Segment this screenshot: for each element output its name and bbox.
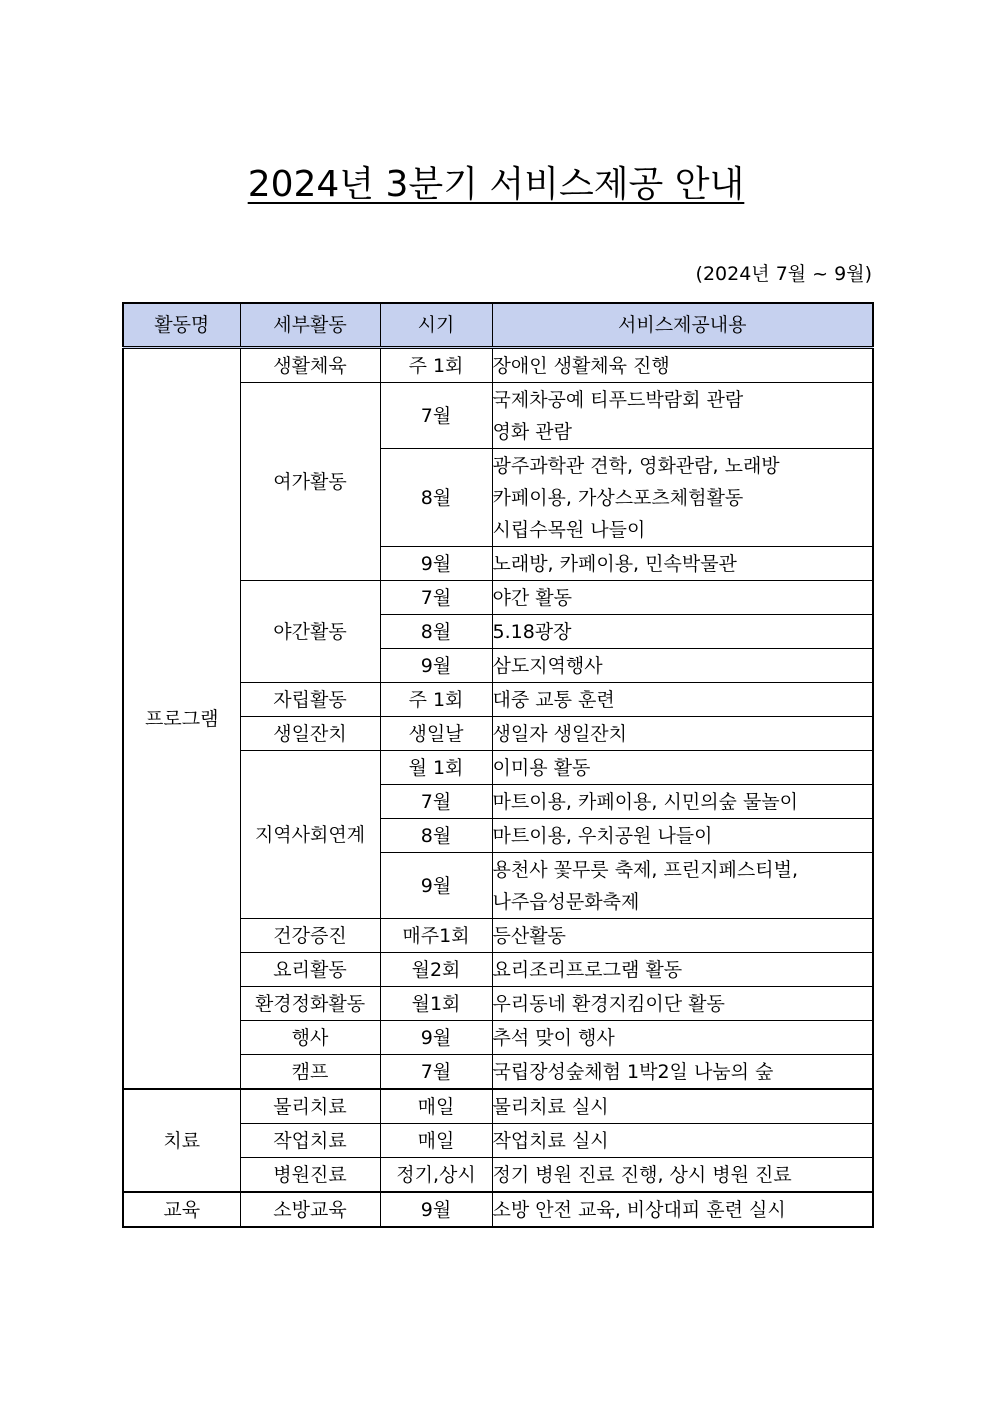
content-line: 국립장성숲체험 1박2일 나눔의 숲: [492, 1060, 774, 1083]
content-cell: [492, 1124, 873, 1158]
activity-cell: 야간활동: [240, 581, 380, 683]
content-line: 삼도지역행사: [492, 654, 603, 677]
time-cell: 매주1회: [380, 919, 492, 953]
content-cell: [492, 987, 873, 1021]
content-line: 마트이용, 우치공원 나들이: [492, 824, 713, 847]
activity-cell: 요리활동: [240, 953, 380, 987]
table-row: [123, 348, 873, 383]
time-cell: 9월: [380, 853, 492, 919]
content-cell: [492, 683, 873, 717]
period-label: (2024년 7월 ~ 9월): [695, 263, 872, 285]
time-cell: 생일날: [380, 717, 492, 751]
table-header-row: [123, 303, 873, 348]
activity-cell: 캠프: [240, 1055, 380, 1090]
content-cell: [492, 547, 873, 581]
time-cell: 9월: [380, 1192, 492, 1227]
time-cell: 매일: [380, 1089, 492, 1124]
content-line: 용천사 꽃무릇 축제, 프린지페스티벌,: [492, 858, 799, 881]
content-cell: [492, 819, 873, 853]
content-cell: [492, 785, 873, 819]
time-cell: 8월: [380, 819, 492, 853]
header-activity-name: 활동명: [123, 303, 240, 348]
group-program: 프로그램: [123, 348, 240, 1090]
activity-cell: 소방교육: [240, 1192, 380, 1227]
header-detail-activity: 세부활동: [240, 303, 380, 348]
activity-cell: 물리치료: [240, 1089, 380, 1124]
activity-cell: 건강증진: [240, 919, 380, 953]
activity-cell: 생활체육: [240, 348, 380, 383]
time-cell: 7월: [380, 785, 492, 819]
content-cell: [492, 717, 873, 751]
table-row: [123, 1089, 873, 1124]
time-cell: 월1회: [380, 987, 492, 1021]
activity-cell: 환경정화활동: [240, 987, 380, 1021]
content-line: 시립수목원 나들이: [492, 518, 646, 541]
time-cell: 주 1회: [380, 348, 492, 383]
content-cell: [492, 348, 873, 383]
content-line: 마트이용, 카페이용, 시민의숲 물놀이: [492, 790, 799, 813]
service-table: [122, 302, 874, 1228]
title-text: 2024년 3분기 서비스제공 안내: [247, 164, 745, 205]
content-cell: [492, 615, 873, 649]
content-cell: [492, 751, 873, 785]
content-line: 물리치료 실시: [492, 1095, 609, 1118]
header-service-content: 서비스제공내용: [492, 303, 873, 348]
time-cell: 매일: [380, 1124, 492, 1158]
time-cell: 7월: [380, 1055, 492, 1090]
content-cell: [492, 1055, 873, 1090]
table-row: [123, 1192, 873, 1227]
content-line: 요리조리프로그램 활동: [492, 958, 683, 981]
content-cell: [492, 1089, 873, 1124]
content-line: 작업치료 실시: [492, 1129, 609, 1152]
content-line: 나주읍성문화축제: [492, 890, 640, 913]
activity-cell: 생일잔치: [240, 717, 380, 751]
activity-cell: 행사: [240, 1021, 380, 1055]
content-line: 노래방, 카페이용, 민속박물관: [492, 552, 737, 575]
content-line: 광주과학관 견학, 영화관람, 노래방: [492, 454, 780, 477]
document-title: [0, 162, 992, 208]
activity-cell: 작업치료: [240, 1124, 380, 1158]
content-cell: [492, 1021, 873, 1055]
content-line: 소방 안전 교육, 비상대피 훈련 실시: [492, 1198, 786, 1221]
time-cell: 월2회: [380, 953, 492, 987]
header-period: 시기: [380, 303, 492, 348]
content-line: 카페이용, 가상스포츠체험활동: [492, 486, 744, 509]
time-cell: 9월: [380, 547, 492, 581]
time-cell: 월 1회: [380, 751, 492, 785]
group-therapy: 치료: [123, 1089, 240, 1192]
activity-cell: 지역사회연계: [240, 751, 380, 919]
content-line: 정기 병원 진료 진행, 상시 병원 진료: [492, 1163, 792, 1186]
activity-cell: 병원진료: [240, 1158, 380, 1193]
content-cell: [492, 919, 873, 953]
content-line: 영화 관람: [492, 420, 572, 443]
time-cell: 9월: [380, 1021, 492, 1055]
content-cell: [492, 581, 873, 615]
content-line: 5.18광장: [492, 620, 572, 643]
content-line: 야간 활동: [492, 586, 572, 609]
content-cell: [492, 1158, 873, 1193]
content-cell: [492, 953, 873, 987]
content-line: 등산활동: [492, 924, 566, 947]
time-cell: 8월: [380, 449, 492, 547]
time-cell: 7월: [380, 383, 492, 449]
content-cell: [492, 853, 873, 919]
content-line: 이미용 활동: [492, 756, 591, 779]
activity-cell: 자립활동: [240, 683, 380, 717]
time-cell: 8월: [380, 615, 492, 649]
content-cell: [492, 383, 873, 449]
content-line: 추석 맞이 행사: [492, 1026, 615, 1049]
content-cell: [492, 449, 873, 547]
content-cell: [492, 1192, 873, 1227]
group-education: 교육: [123, 1192, 240, 1227]
time-cell: 7월: [380, 581, 492, 615]
activity-cell: 여가활동: [240, 383, 380, 581]
time-cell: 주 1회: [380, 683, 492, 717]
content-line: 장애인 생활체육 진행: [492, 354, 670, 377]
time-cell: 정기,상시: [380, 1158, 492, 1193]
content-line: 대중 교통 훈련: [492, 688, 615, 711]
content-line: 우리동네 환경지킴이단 활동: [492, 992, 725, 1015]
content-line: 국제차공예 티푸드박람회 관람: [492, 388, 744, 411]
content-cell: [492, 649, 873, 683]
time-cell: 9월: [380, 649, 492, 683]
content-line: 생일자 생일잔치: [492, 722, 628, 745]
